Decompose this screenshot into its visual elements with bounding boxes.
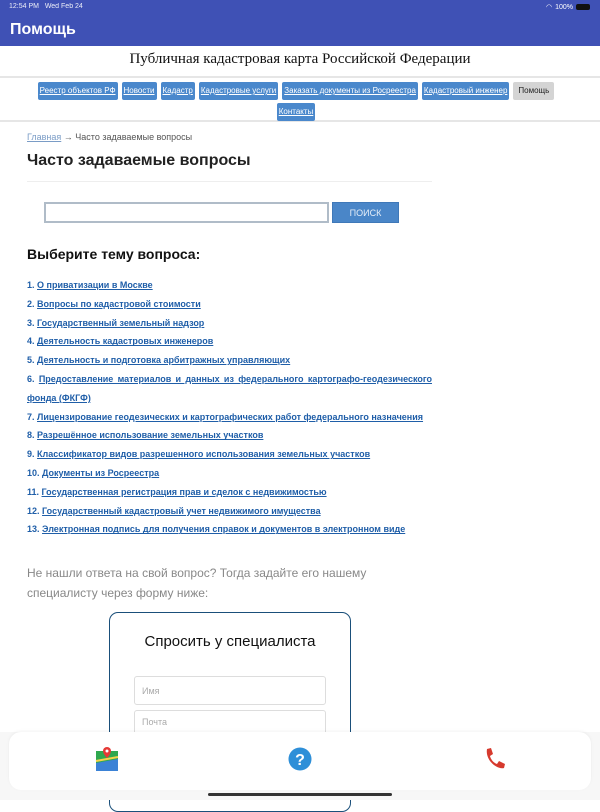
- topic-item: [27, 351, 432, 370]
- topic-item: [27, 483, 432, 502]
- topic-number: 5.: [27, 355, 35, 366]
- breadcrumb-current: Часто задаваемые вопросы: [75, 132, 193, 142]
- phone-icon[interactable]: [482, 746, 506, 772]
- topic-item: [27, 276, 432, 295]
- topic-link[interactable]: Предоставление материалов и данных из федерального картографо-геодезического фонда (ФКГФ): [27, 373, 432, 403]
- topic-number: 12.: [27, 505, 40, 516]
- topic-number: 2.: [27, 298, 35, 309]
- status-right: [546, 3, 590, 11]
- breadcrumb-sep: →: [63, 132, 73, 142]
- topic-link[interactable]: Лицензирование геодезических и картографических работ федерального назначения: [37, 411, 424, 422]
- topics-list: [27, 276, 432, 539]
- nav-item[interactable]: Контакты: [277, 103, 316, 121]
- topic-link[interactable]: Документы из Росреестра: [42, 467, 160, 478]
- time: 12:54 PM: [9, 3, 39, 10]
- topic-link[interactable]: Деятельность и подготовка арбитражных управляющих: [37, 355, 291, 366]
- topic-item: [27, 445, 432, 464]
- app-bar: [0, 0, 600, 46]
- breadcrumb: [27, 132, 192, 142]
- email-input[interactable]: Почта: [134, 710, 326, 739]
- topic-number: 13.: [27, 524, 40, 535]
- nav-item[interactable]: Заказать документы из Росреестра: [282, 82, 418, 100]
- breadcrumb-home[interactable]: Главная: [27, 132, 62, 142]
- topic-link[interactable]: Деятельность кадастровых инженеров: [37, 336, 214, 347]
- nav-item[interactable]: Кадастровые услуги: [199, 82, 278, 100]
- topic-number: 7.: [27, 411, 35, 422]
- nav-item[interactable]: Новости: [122, 82, 157, 100]
- topic-link[interactable]: Государственная регистрация прав и сделок с недвижимостью: [41, 486, 327, 497]
- topic-item: [27, 520, 432, 539]
- topic-number: 11.: [27, 486, 40, 497]
- topic-number: 1.: [27, 280, 35, 290]
- topic-item: [27, 370, 432, 408]
- nav-item[interactable]: Кадастр: [161, 82, 195, 100]
- battery-icon: [576, 4, 590, 10]
- app-title: Помощь: [10, 21, 76, 38]
- nav-item[interactable]: Кадастровый инженер: [422, 82, 509, 100]
- topic-link[interactable]: Вопросы по кадастровой стоимости: [37, 298, 201, 309]
- topic-number: 8.: [27, 430, 35, 441]
- topic-number: 9.: [27, 449, 35, 460]
- site-title: Публичная кадастровая карта Российской Федерации: [129, 51, 471, 67]
- search-input[interactable]: [44, 202, 329, 223]
- search-button[interactable]: ПОИСК: [332, 202, 399, 223]
- topic-link[interactable]: Государственный земельный надзор: [37, 317, 205, 328]
- topics-heading: Выберите тему вопроса:: [27, 246, 201, 262]
- topic-number: 4.: [27, 336, 35, 347]
- nav-bar: [0, 76, 600, 122]
- topic-link[interactable]: Разрешённое использование земельных участков: [37, 430, 264, 441]
- topic-item: [27, 314, 432, 333]
- svg-text:?: ?: [295, 752, 305, 769]
- name-input[interactable]: Имя: [134, 676, 326, 705]
- topic-item: [27, 332, 432, 351]
- topic-number: 6.: [27, 373, 35, 384]
- battery-level: 100%: [555, 3, 573, 11]
- status-time: [9, 3, 83, 10]
- topic-link[interactable]: Государственный кадастровый учет недвижимого имущества: [42, 505, 321, 516]
- topic-link[interactable]: Классификатор видов разрешенного использования земельных участков: [37, 449, 371, 460]
- topic-number: 10.: [27, 467, 40, 478]
- topic-item: [27, 408, 432, 427]
- topic-link[interactable]: Электронная подпись для получения справок и документов в электронном виде: [42, 524, 406, 535]
- help-note: Не нашли ответа на свой вопрос? Тогда задайте его нашему специалисту через форму ниже:: [27, 566, 367, 600]
- topic-item: [27, 426, 432, 445]
- date: Wed Feb 24: [44, 3, 83, 10]
- topic-item: [27, 464, 432, 483]
- nav-item[interactable]: Реестр объектов РФ: [38, 82, 118, 100]
- topic-link[interactable]: О приватизации в Москве: [37, 280, 153, 290]
- nav-item[interactable]: Помощь: [513, 82, 554, 100]
- form-title: Спросить у специалиста: [144, 633, 316, 650]
- topic-number: 3.: [27, 317, 35, 328]
- page-title: Часто задаваемые вопросы: [27, 152, 251, 169]
- topic-item: [27, 502, 432, 521]
- wifi-icon: ◠: [545, 4, 553, 11]
- divider: [27, 181, 432, 182]
- map-icon[interactable]: [95, 746, 119, 772]
- home-indicator: [208, 793, 392, 796]
- help-icon[interactable]: [288, 746, 312, 772]
- topic-item: [27, 295, 432, 314]
